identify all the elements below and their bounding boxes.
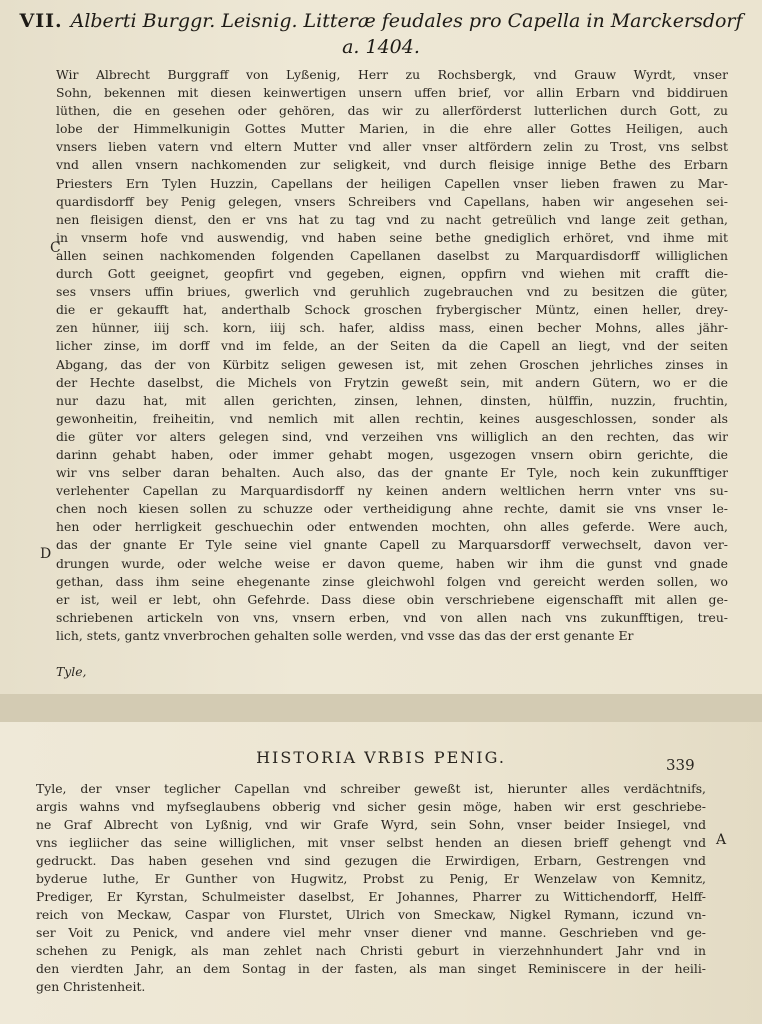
page-number: 339 <box>666 756 695 774</box>
text-line: byderue luthe, Er Gunther von Hugwitz, Probst zu Penig, Er Wenzelaw von Kemnitz, <box>36 871 706 886</box>
text-line: vnsers lieben vatern vnd eltern Mutter vnd aller vnser altfördern zelin zu Trost, vns selbst <box>56 139 728 155</box>
text-line: nen fleisigen dienst, den er vns hat zu tag vnd zu nacht getreülich vnd lange zeit gethan, <box>56 211 728 227</box>
text-line: ses vnsers uffin briues, gwerlich vnd geruhlich zugebrauchen vnd zu besitzen die güter, <box>56 284 728 300</box>
text-line: darinn gehabt haben, oder immer gehabt mogen, usgezogen vnsern obirn gerichte, die <box>56 446 728 462</box>
text-line: wir vns selber daran behalten. Auch also, das der gnante Er Tyle, noch kein zukunfftiger <box>56 465 728 481</box>
text-line: gethan, dass ihm seine ehegenante zinse gleichwohl folgen vnd gereicht werden sollen, wo <box>56 573 728 589</box>
text-line: die er gekaufft hat, anderthalb Schock groschen frybergischer Müntz, einen heller, drey- <box>56 302 728 318</box>
margin-letter-a: A <box>716 832 727 848</box>
margin-letter-c: C <box>50 240 61 256</box>
charter-text <box>56 66 728 645</box>
text-line: ser Voit zu Penick, vnd andere viel mehr vnser diener vnd manne. Geschrieben vnd ge- <box>36 925 706 940</box>
document-heading <box>0 10 762 32</box>
text-line: licher zinse, im dorff vnd im felde, an der Seiten da die Capell an liegt, vnd der seiten <box>56 338 728 354</box>
heading-year: a. 1404. <box>342 36 420 58</box>
text-line: nur dazu hat, mit allen gerichten, zinsen, lehnen, dinsten, hülffin, nuzzin, fruchtin, <box>56 392 728 408</box>
text-line: den vierdten Jahr, an dem Sontag in der fasten, als man singet Reminiscere in der heili- <box>36 961 706 976</box>
text-line: lüthen, die en gesehen oder gehören, das wir zu allerförderst lutterlichen durch Gott, zu <box>56 103 728 119</box>
heading-number: VII. <box>19 10 63 32</box>
text-line: durch Gott geeignet, geopfirt vnd gegeben, eignen, oppfirn vnd wiehen mit crafft die- <box>56 266 728 282</box>
text-line: Prediger, Er Kyrstan, Schulmeister daselbst, Er Johannes, Pharrer zu Wittichendorff, Helff- <box>36 889 706 904</box>
text-line: vns iegliicher das seine williglichen, mit vnser selbst henden an diesen brieff gehengt vnd <box>36 835 706 850</box>
page-gutter <box>0 694 762 722</box>
running-head: HISTORIA VRBIS PENIG. <box>256 748 506 767</box>
text-line: schriebenen artickeln von vns, vnsern erben, vnd von allen nach vns zukunfftigen, treu- <box>56 609 728 625</box>
text-line: drungen wurde, oder welche weise er davon queme, haben wir ihm die gunst vnd gnade <box>56 555 728 571</box>
text-line: der Hechte daselbst, die Michels von Frytzin geweßt sein, mit andern Gütern, wo er die <box>56 374 728 390</box>
text-line: argis wahns vnd myfseglaubens obberig vnd sicher gesin möge, haben wir erst geschriebe- <box>36 799 706 814</box>
text-line: Tyle, der vnser teglicher Capellan vnd schreiber geweßt ist, hierunter alles verdächtnifs, <box>36 781 706 796</box>
text-line: ne Graf Albrecht von Lyßnig, vnd wir Grafe Wyrd, sein Sohn, vnser beider Insiegel, vnd <box>36 817 706 832</box>
text-line: verlehenter Capellan zu Marquardisdorff ny keinen andern weltlichen herrn vnter vns su- <box>56 483 728 499</box>
text-line: lobe der Himmelkunigin Gottes Mutter Marien, in die ehre aller Gottes Heiligen, auch <box>56 121 728 137</box>
text-line: in vnserm hofe vnd auswendig, vnd haben seine bethe gnediglich erhöret, vnd ihme mit <box>56 229 728 245</box>
text-line: zen hünner, iiij sch. korn, iiij sch. hafer, aldiss mass, einen becher Mohns, alles jähr- <box>56 320 728 336</box>
text-line: die güter vor alters gelegen sind, vnd verzeihen vns williglich an den rechten, das wir <box>56 428 728 444</box>
text-line: Priesters Ern Tylen Huzzin, Capellans der heiligen Capellen vnser lieben frawen zu Mar- <box>56 175 728 191</box>
text-line: hen oder herrligkeit geschuechin oder entwenden mochten, ohn alles geferde. Were auch, <box>56 519 728 535</box>
text-line: reich von Meckaw, Caspar von Flurstet, Ulrich von Smeckaw, Nigkel Rymann, iczund vn- <box>36 907 706 922</box>
heading-title: Alberti Burggr. Leisnig. Litteræ feudales pro Capella in Marckersdorf <box>70 10 743 32</box>
charter-text-continued <box>36 780 706 996</box>
text-line: gen Christenheit. <box>36 979 146 994</box>
text-line: er ist, weil er lebt, ohn Gefehrde. Dass diese obin verschriebene eigenschafft mit allen ge- <box>56 591 728 607</box>
text-line: vnd allen vnsern nachkomenden zur seligkeit, vnd durch fleisige innige Bethe des Erbarn <box>56 157 728 173</box>
text-line: Abgang, das der von Kürbitz seligen gewesen ist, mit zehen Groschen jehrliches zinses in <box>56 356 728 372</box>
text-line: allen seinen nachkomenden folgenden Capellanen daselbst zu Marquardisdorff williglichen <box>56 247 728 263</box>
text-line: Wir Albrecht Burggraff von Lyßenig, Herr zu Rochsbergk, vnd Grauw Wyrdt, vnser <box>56 67 728 82</box>
text-line: chen noch kiesen sollen zu schuzze oder vertheidigung ahne rechte, damit sie vns vnser le- <box>56 501 728 517</box>
text-line: quardisdorff bey Penig gelegen, vnsers Schreibers vnd Capellans, haben wir angesehen sei- <box>56 193 728 209</box>
text-line: Sohn, bekennen mit diesen keinwertigen unsern uffen brief, vor allin Erbarn vnd biddiruen <box>56 85 728 101</box>
text-line: lich, stets, gantz vnverbrochen gehalten solle werden, vnd vsse das das der erst genante Er <box>56 627 634 643</box>
catchword: Tyle, <box>56 664 87 679</box>
text-line: gewonheitin, freiheitin, vnd nemlich mit allen rechtin, keines ausgeschlossen, sonder als <box>56 410 728 426</box>
text-line: schehen zu Penigk, als man zehlet nach Christi geburt in vierzehnhundert Jahr vnd in <box>36 943 706 958</box>
text-line: das der gnante Er Tyle seine viel gnante Capell zu Marquarsdorff verwechselt, davon ver- <box>56 537 728 553</box>
text-line: gedruckt. Das haben gesehen vnd sind gezugen die Erwirdigen, Erbarn, Gestrengen vnd <box>36 853 706 868</box>
margin-letter-d: D <box>40 546 52 562</box>
